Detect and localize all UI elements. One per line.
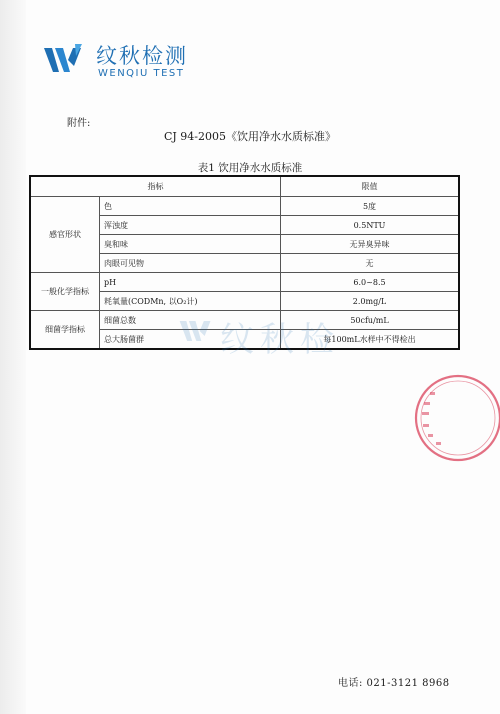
attachment-label: 附件: [67, 118, 91, 129]
scan-edge-shadow [0, 0, 26, 714]
table-row [30, 197, 459, 216]
logo-name-en: WENQIU TEST [98, 68, 185, 79]
item-cell: 细菌总数 [100, 311, 281, 330]
table-title: 表1 饮用净水水质标准 [197, 162, 303, 174]
item-cell: 臭和味 [100, 235, 281, 254]
category-cell: 一般化学指标 [30, 273, 100, 311]
header-indicator: 指标 [30, 176, 281, 197]
watermark-text: 纹秋检 [220, 320, 340, 360]
limit-cell: 0.5NTU [281, 216, 460, 235]
limit-cell: 无异臭异味 [281, 235, 460, 254]
limit-cell: 6.0~8.5 [281, 273, 460, 292]
water-quality-table [29, 175, 460, 350]
item-cell: 色 [100, 197, 281, 216]
standard-title: CJ 94-2005《饮用净水水质标准》 [163, 130, 337, 143]
company-seal-stamp [412, 372, 500, 464]
limit-cell: 2.0mg/L [281, 292, 460, 311]
item-cell: 浑浊度 [100, 216, 281, 235]
wenqiu-logo-icon [42, 42, 90, 78]
limit-cell: 50cfu/mL [281, 311, 460, 330]
category-cell: 感官形状 [30, 197, 100, 273]
limit-cell: 无 [281, 254, 460, 273]
item-cell: 肉眼可见物 [100, 254, 281, 273]
table-row [30, 273, 459, 292]
limit-cell: 5度 [281, 197, 460, 216]
item-cell: 总大肠菌群 [100, 330, 281, 350]
item-cell: 耗氧量(CODMn, 以O₂计) [100, 292, 281, 311]
table-row [30, 311, 459, 330]
header-limit: 限值 [281, 176, 460, 197]
item-cell: pH [100, 273, 281, 292]
table-header-row [30, 176, 459, 197]
logo-name-cn: 纹秋检测 [96, 44, 188, 68]
category-cell: 细菌学指标 [30, 311, 100, 350]
limit-cell: 每100mL水样中不得检出 [281, 330, 460, 350]
company-logo [42, 40, 192, 84]
contact-phone: 电话: 021-3121 8968 [338, 678, 450, 689]
